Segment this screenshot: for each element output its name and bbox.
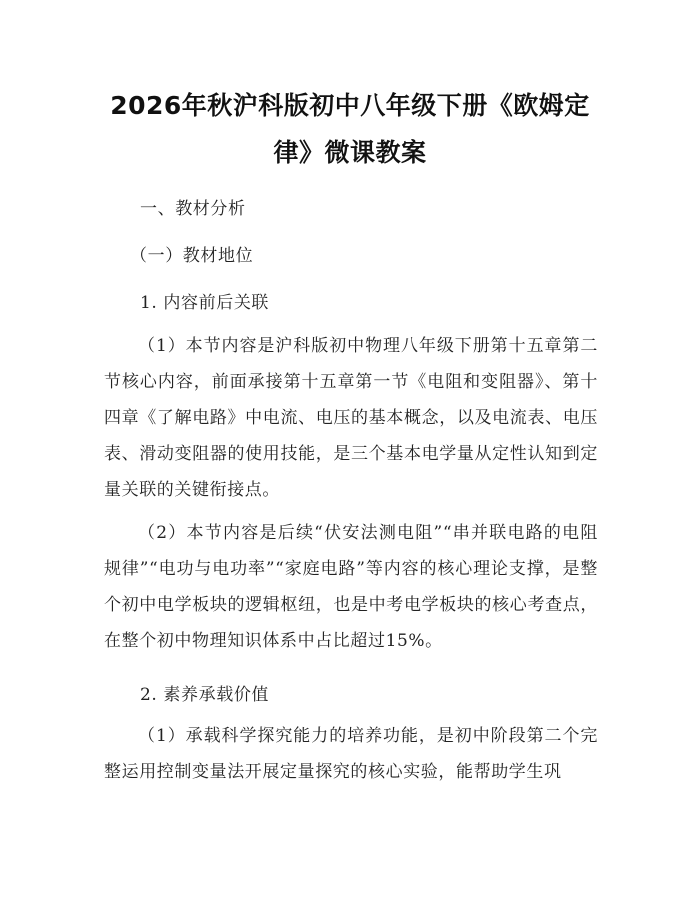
paragraph-2: （2）本节内容是后续“伏安法测电阻”“串并联电路的电阻规律”“电功与电功率”“家庭电路”等内容的核心理论支撑，是整个初中电学板块的逻辑枢纽，也是中考电学板块的核心考查点，在整个初中物理知识体系中占比超过15%。 <box>104 523 598 651</box>
paragraph-3: （1）承载科学探究能力的培养功能，是初中阶段第二个完整运用控制变量法开展定量探究的核心实验，能帮助学生巩 <box>104 726 598 782</box>
item-heading-1: 1. 内容前后关联 <box>140 293 270 313</box>
paragraph-1: （1）本节内容是沪科版初中物理八年级下册第十五章第二节核心内容，前面承接第十五章第一节《电阻和变阻器》、第十四章《了解电路》中电流、电压的基本概念，以及电流表、电压表、滑动变阻器的使用技能，是三个基本电学量从定性认知到定量关联的关键衔接点。 <box>104 336 598 500</box>
item-heading-2: 2. 素养承载价值 <box>140 685 270 705</box>
section-heading: 一、教材分析 <box>140 199 246 219</box>
document-title-line-2: 律》微课教案 <box>273 138 427 167</box>
subsection-heading: （一）教材地位 <box>130 246 254 266</box>
document-title-line-1: 2026年秋沪科版初中八年级下册《欧姆定 <box>110 91 590 120</box>
